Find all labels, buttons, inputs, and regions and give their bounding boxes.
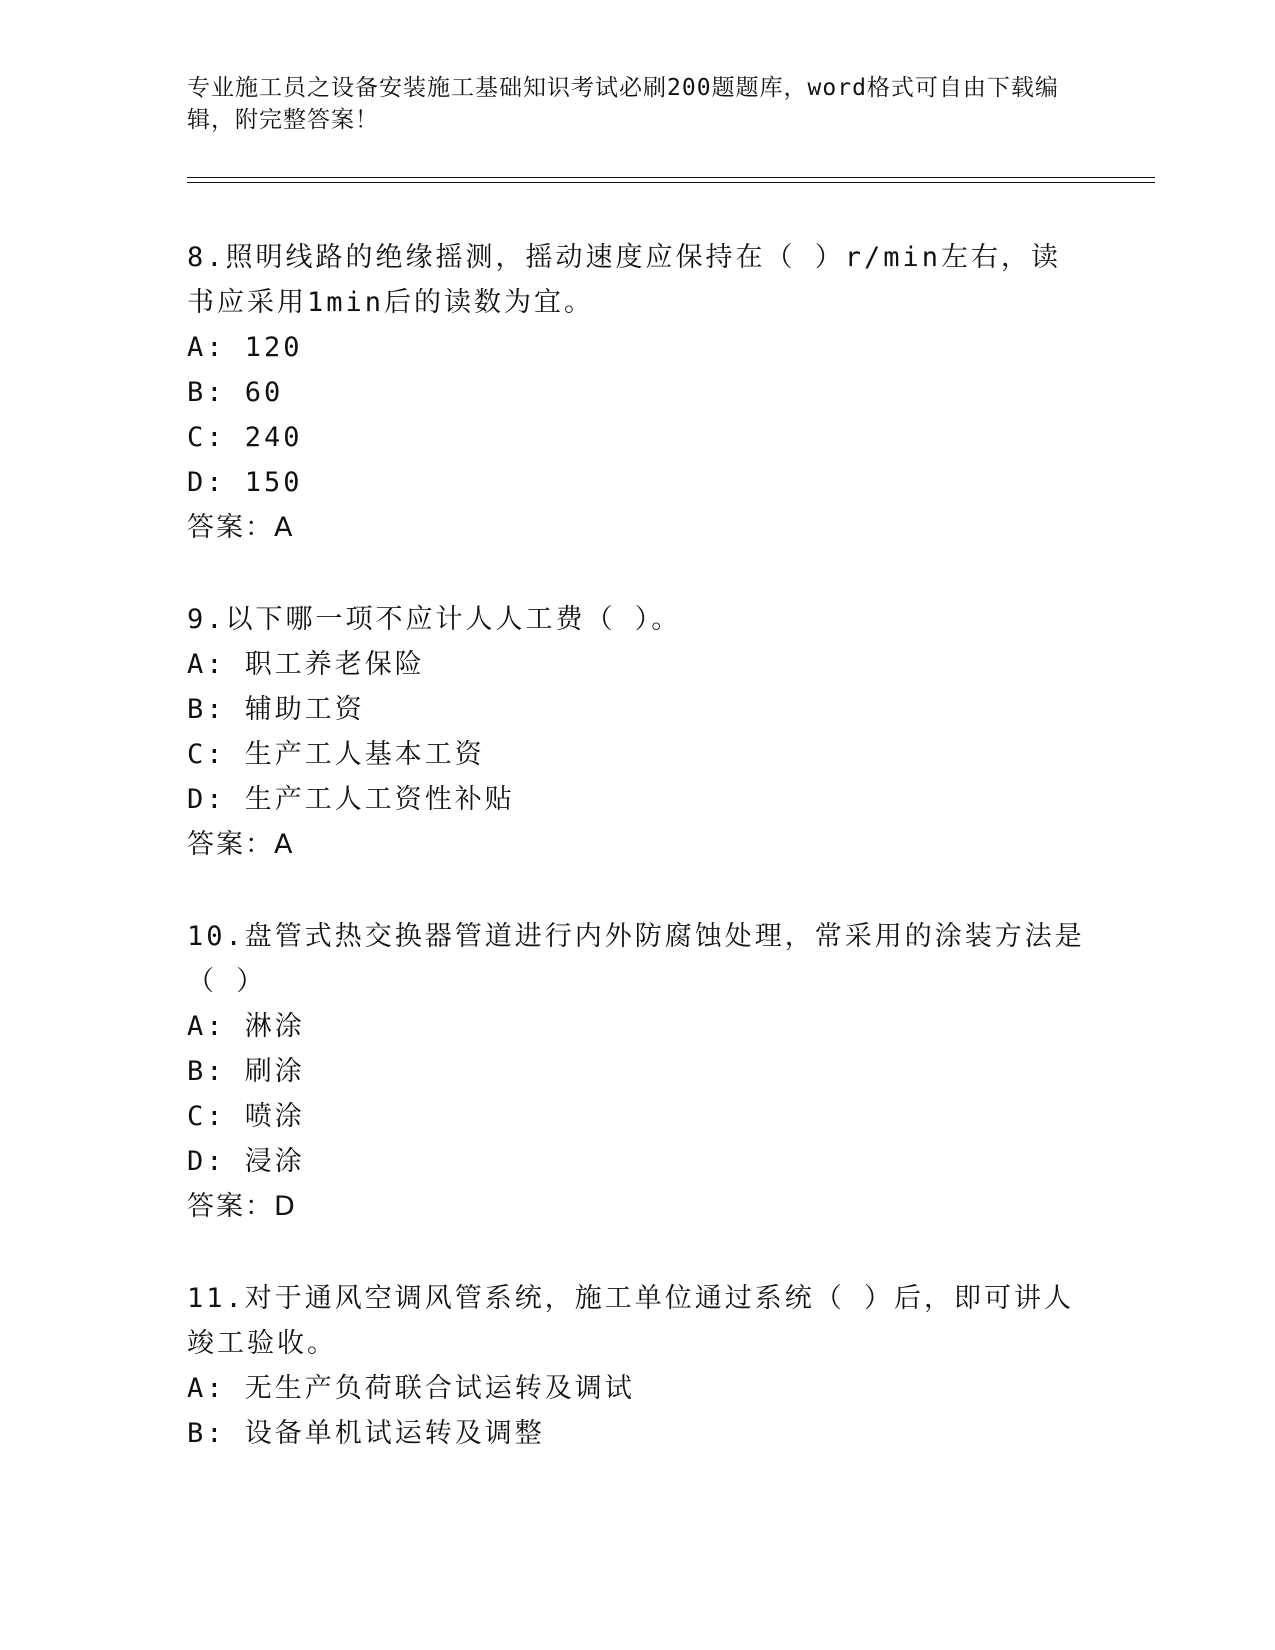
option-a: A: 淋涂: [187, 1011, 305, 1042]
answer-line: 答案：A: [187, 829, 295, 860]
question-stem: 9.以下哪一项不应计人人工费（ ）。: [187, 604, 682, 635]
option-d: D: 浸涂: [187, 1146, 305, 1177]
option-a: A: 无生产负荷联合试运转及调试: [187, 1373, 635, 1404]
answer-line: 答案：D: [187, 1191, 297, 1222]
question-stem: 8.照明线路的绝缘摇测，摇动速度应保持在（ ）r/min左右，读书应采用1min后的读数为宜。: [187, 242, 1062, 318]
option-a: A: 职工养老保险: [187, 649, 425, 680]
question-11: [187, 1276, 1087, 1456]
question-list: [187, 235, 1087, 1503]
option-c: C: 240: [187, 422, 303, 453]
option-c: C: 喷涂: [187, 1101, 305, 1132]
header-divider-top: [187, 177, 1155, 178]
option-a: A: 120: [187, 332, 303, 363]
question-stem: 11.对于通风空调风管系统，施工单位通过系统（ ）后，即可讲人竣工验收。: [187, 1283, 1075, 1359]
document-header: 专业施工员之设备安装施工基础知识考试必刷200题题库，word格式可自由下载编辑，附完整答案！: [187, 75, 1059, 133]
option-b: B: 刷涂: [187, 1056, 305, 1087]
option-b: B: 辅助工资: [187, 694, 365, 725]
option-b: B: 60: [187, 377, 284, 408]
question-stem: 10.盘管式热交换器管道进行内外防腐蚀处理，常采用的涂装方法是（ ）: [187, 921, 1085, 997]
option-b: B: 设备单机试运转及调整: [187, 1418, 545, 1449]
option-d: D: 150: [187, 467, 303, 498]
option-d: D: 生产工人工资性补贴: [187, 784, 515, 815]
question-8: [187, 235, 1087, 550]
header-divider-bottom: [187, 182, 1155, 183]
answer-line: 答案：A: [187, 512, 295, 543]
question-9: [187, 597, 1087, 867]
question-10: [187, 914, 1087, 1229]
option-c: C: 生产工人基本工资: [187, 739, 485, 770]
